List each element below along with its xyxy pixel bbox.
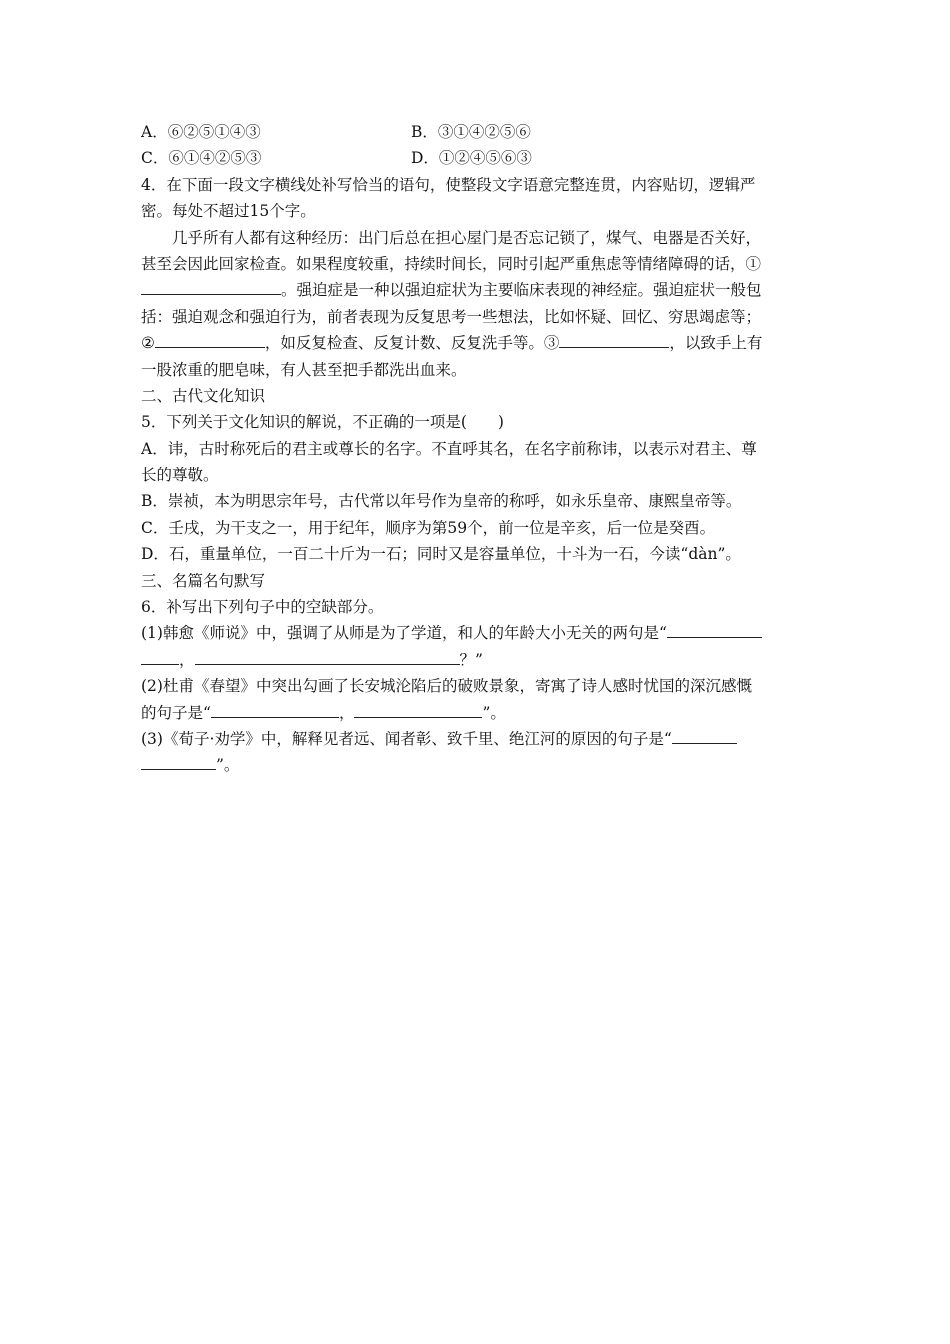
answer-blank-7[interactable] bbox=[354, 701, 482, 718]
q4-paragraph-line: 几乎所有人都有这种经历：出门后总在担心屋门是否忘记锁了，煤气、电器是否关好， bbox=[172, 228, 762, 247]
section-2-title: 二、古代文化知识 bbox=[141, 386, 266, 405]
q4-paragraph-line: 甚至会因此回家检查。如果程度较重，持续时间长，同时引起严重焦虑等情绪障碍的话，① bbox=[141, 254, 762, 273]
q6-stem: 6．补写出下列句子中的空缺部分。 bbox=[141, 598, 384, 617]
q5-option-a-cont: 长的尊敬。 bbox=[141, 466, 219, 485]
q4-paragraph-line bbox=[141, 277, 811, 303]
q3-options-row-2 bbox=[141, 145, 811, 171]
q6-text: ， bbox=[179, 650, 195, 669]
q5-option-a: A．讳，古时称死后的君主或尊长的名字。不直呼其名，在名字前称讳，以表示对君主、尊 bbox=[141, 439, 757, 458]
q4-prompt: 4．在下面一段文字横线处补写恰当的语句，使整段文字语意完整连贯，内容贴切，逻辑严 bbox=[141, 175, 756, 194]
q5-option-d: D．石，重量单位，一百二十斤为一石；同时又是容量单位，十斗为一石，今读“dàn”。 bbox=[141, 545, 741, 564]
worksheet-page bbox=[141, 119, 811, 779]
answer-blank-8[interactable] bbox=[672, 727, 737, 744]
q4-paragraph-line bbox=[141, 330, 811, 356]
q6-text: ”。 bbox=[482, 703, 506, 722]
q5-stem: 5．下列关于文化知识的解说，不正确的一项是( ) bbox=[141, 413, 504, 432]
q3-option-b: B．③①④②⑤⑥ bbox=[411, 123, 531, 141]
q6-item-3-cont bbox=[141, 752, 811, 778]
q6-item-1-cont bbox=[141, 647, 811, 673]
q5-option-b: B．崇祯，本为明思宗年号，古代常以年号作为皇帝的称呼，如永乐皇帝、康熙皇帝等。 bbox=[141, 492, 742, 511]
q6-text: ， bbox=[338, 703, 355, 722]
answer-blank-8-cont[interactable] bbox=[141, 753, 216, 770]
q6-text: (1)韩愈《师说》中，强调了从师是为了学道，和人的年龄大小无关的两句是“ bbox=[141, 624, 667, 643]
q3-options-row-1 bbox=[141, 119, 811, 145]
q6-item-2-cont bbox=[141, 700, 811, 726]
q3-option-a: A．⑥②⑤①④③ bbox=[141, 123, 261, 141]
answer-blank-3[interactable] bbox=[559, 331, 669, 348]
q4-text: ② bbox=[141, 334, 155, 353]
answer-blank-6[interactable] bbox=[211, 701, 339, 718]
q3-option-c: C．⑥①④②⑤③ bbox=[141, 149, 262, 168]
answer-blank-4-cont[interactable] bbox=[141, 648, 179, 665]
q6-item-1 bbox=[141, 620, 811, 646]
q4-text: 。强迫症是一种以强迫症状为主要临床表现的神经症。强迫症状一般包 bbox=[281, 281, 762, 300]
q6-item-3 bbox=[141, 726, 811, 752]
q6-text: ？” bbox=[459, 650, 483, 669]
answer-blank-5[interactable] bbox=[195, 648, 460, 665]
answer-blank-4[interactable] bbox=[667, 621, 762, 638]
q6-text: ”。 bbox=[216, 756, 240, 775]
q6-text: 的句子是“ bbox=[141, 703, 211, 722]
q5-option-c: C．壬戌，为干支之一，用于纪年，顺序为第59个，前一位是辛亥，后一位是癸酉。 bbox=[141, 518, 716, 537]
q4-text: ，如反复检查、反复计数、反复洗手等。③ bbox=[264, 334, 560, 353]
q6-item-2: (2)杜甫《春望》中突出勾画了长安城沦陷后的破败景象，寄寓了诗人感时忧国的深沉感慨 bbox=[141, 677, 752, 696]
answer-blank-2[interactable] bbox=[155, 331, 265, 348]
q4-text: ，以致手上有 bbox=[669, 334, 763, 353]
section-3-title: 三、名篇名句默写 bbox=[141, 571, 266, 590]
q3-option-d: D．①②④⑤⑥③ bbox=[411, 149, 532, 168]
answer-blank-1[interactable] bbox=[141, 278, 281, 295]
q4-paragraph-line: 一股浓重的肥皂味，有人甚至把手都洗出血来。 bbox=[141, 360, 467, 379]
q4-prompt-cont: 密。每处不超过15个字。 bbox=[141, 202, 316, 221]
q4-paragraph-line: 括：强迫观念和强迫行为，前者表现为反复思考一些想法，比如怀疑、回忆、穷思竭虑等； bbox=[141, 307, 762, 326]
q6-text: (3)《荀子·劝学》中，解释见者远、闻者彰、致千里、绝江河的原因的句子是“ bbox=[141, 729, 672, 748]
